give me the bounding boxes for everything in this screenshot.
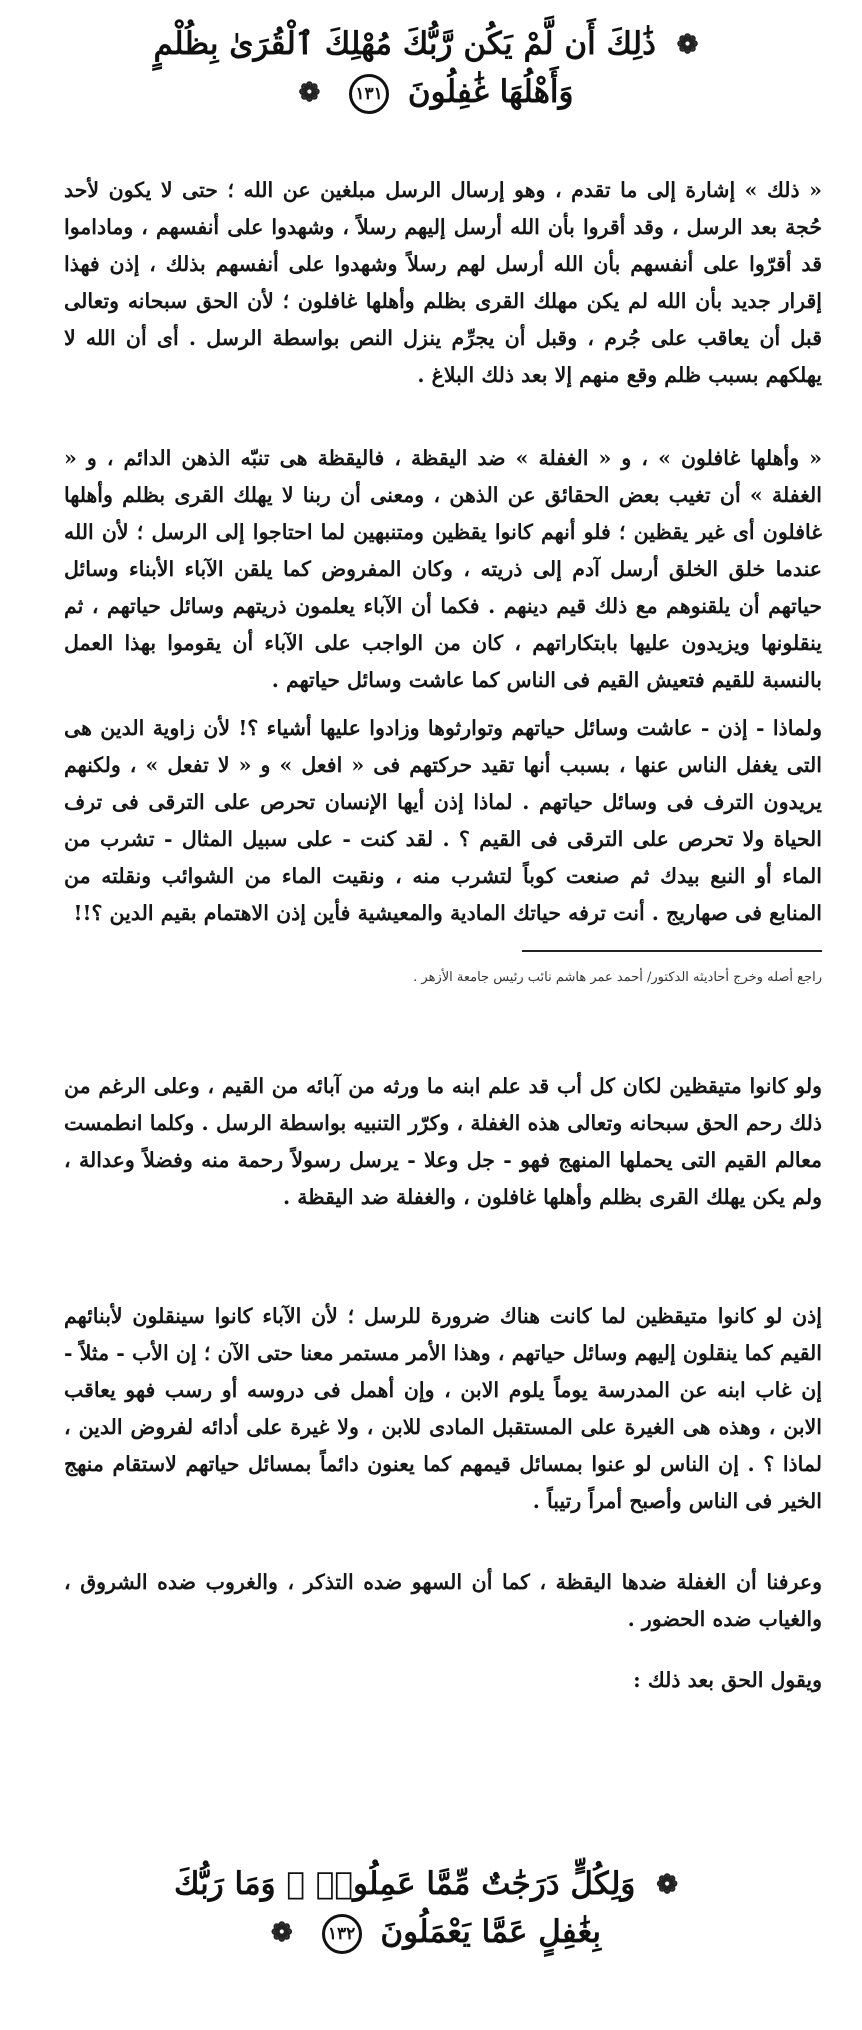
footnote-divider [522,950,822,952]
ayah-number-badge: ١٣٢ [322,1914,362,1954]
quran-verse-131 [0,20,862,116]
verse-text: ذَٰلِكَ أَن لَّمْ يَكُن رَّبُّكَ مُهْلِكَ ٱلْقُرَىٰ بِظُلْمٍ [153,26,656,62]
verse-line-2 [60,68,802,116]
verse-text: بِغَٰفِلٍ عَمَّا يَعْمَلُونَ [380,1914,602,1951]
paragraph: « وأهلها غافلون » ، و « الغفلة » ضد اليقظة ، فاليقظة هى تنبّه الذهن الدائم ، و « الغفلة » أن تغيب بعض الحقائق عن الذهن ، ومعنى أن ربنا لا يهلك القرى بظلم وأهلها غافلون أى غير يقظين ؛ فلو أنهم كانوا يقظين ومتنبهين لما احتاجوا إلى الرسل ؛ لأن الله عندما خلق الخلق أرسل آدم إلى ذريته ، وكان المفروض كما يلقن الآباء الأبناء وسائل حياتهم أن يلقنوهم مع ذلك قيم دينهم . فكما أن الآباء يعلمون ذريتهم وسائل حياتهم ، ثم ينقلونها ويزيدون عليها بابتكاراتهم ، كان من الواجب على الآباء أن يقوموا بهذا العمل بالنسبة للقيم فتعيش القيم فى الناس كما عاشت وسائل حياتهم . [64,446,822,692]
verse-ornament-icon: ❁ [270,1918,293,1949]
verse-line-1 [60,20,802,68]
paragraph: ولماذا - إذن - عاشت وسائل حياتهم وتوارثوها وزادوا عليها أشياء ؟! لأن زاوية الدين هى التى يغفل الناس عنها ، بسبب أنها تقيد حركتهم فى « افعل » و « لا تفعل » ، ولكنهم يريدون الترف فى وسائل حياتهم . لماذا إذن أيها الإنسان تحرص على الترقى فى ترف الحياة ولا تحرص على الترقى فى القيم ؟ . لقد كنت - على سبيل المثال - تشرب من الماء أو النبع بيدك ثم صنعت كوباً لتشرب منه ، ونقيت الماء من الشوائب ونقلته من المنابع فى صهاريج . أنت ترفه حياتك المادية والمعيشية فأين إذن الاهتمام بقيم الدين ؟!! [64,716,822,925]
ayah-number-badge: ١٣١ [349,74,389,114]
footnote: راجع أصله وخرج أحاديثه الدكتور/ أحمد عمر هاشم نائب رئيس جامعة الأزهر . [413,970,822,985]
paragraph: « ذلك » إشارة إلى ما تقدم ، وهو إرسال الرسل مبلغين عن الله ؛ حتى لا يكون لأحد حُجة بعد الرسل ، وقد أقروا بأن الله أرسل إليهم رسلاً ، وشهدوا على أنفسهم ، وماداموا قد أقرّوا على أنفسهم بأن الله أرسل لهم رسلاً وشهدوا على أنفسهم بذلك ، إذن فهذا إقرار جديد بأن الله لم يكن مهلك القرى بظلم وأهلها غافلون ؛ لأن الحق سبحانه وتعالى قبل أن يعاقب على جُرم ، وقبل أن يجرِّم ينزل النص بواسطة الرسل . أى أن الله لا يهلكهم بسبب ظلم وقع منهم إلا بعد ذلك البلاغ . [64,178,822,387]
verse-ornament-icon: ❁ [676,30,699,61]
verse-text: وَأَهْلُهَا غَٰفِلُونَ [407,74,574,111]
verse-ornament-icon: ❁ [656,1870,678,1901]
verse-text: وَلِكُلٍّ دَرَجَٰتٌ مِّمَّا عَمِلُوا۟ ۚ وَمَا رَبُّكَ [174,1866,636,1902]
paragraph: وعرفنا أن الغفلة ضدها اليقظة ، كما أن السهو ضده التذكر ، والغروب ضده الشروق ، والغياب ضده الحضور . [64,1570,822,1631]
paragraph: إذن لو كانوا متيقظين لما كانت هناك ضرورة للرسل ؛ لأن الآباء كانوا سينقلون لأبنائهم القيم كما ينقلون إليهم وسائل حياتهم ، وهذا الأمر مستمر معنا حتى الآن ؛ إن الأب - مثلاً - إن غاب ابنه عن المدرسة يوماً يلوم الابن ، وإن أهمل فى دروسه أو رسب فهو يعاقب الابن ، وهذه هى الغيرة على المستقبل المادى للابن ، ولا غيرة على أدائه لفروض الدين ، لماذا ؟ . إن الناس لو عنوا بمسائل قيمهم كما يعنون دائماً بمسائل حياتهم لاستقام منهج الخير فى الناس وأصبح أمراً رتيباً . [64,1304,822,1513]
quran-verse-132 [0,1860,862,1956]
bottom-page [0,1040,862,2030]
paragraph: ولو كانوا متيقظين لكان كل أب قد علم ابنه ما ورثه من آبائه من القيم ، وعلى الرغم من ذلك رحم الحق سبحانه وتعالى هذه الغفلة ، وكرّر التنبيه بواسطة الرسل . وكلما انطمست معالم القيم التى يحملها المنهج فهو - جل وعلا - يرسل رسولاً رحمة منه وفضلاً وعدالة ، ولم يكن يهلك القرى بظلم وأهلها غافلون ، والغفلة ضد اليقظة . [64,1074,822,1209]
paragraph: ويقول الحق بعد ذلك : [633,1668,822,1692]
verse-line-2 [60,1908,802,1956]
verse-ornament-icon: ❁ [298,78,321,109]
verse-line-1 [60,1860,802,1908]
